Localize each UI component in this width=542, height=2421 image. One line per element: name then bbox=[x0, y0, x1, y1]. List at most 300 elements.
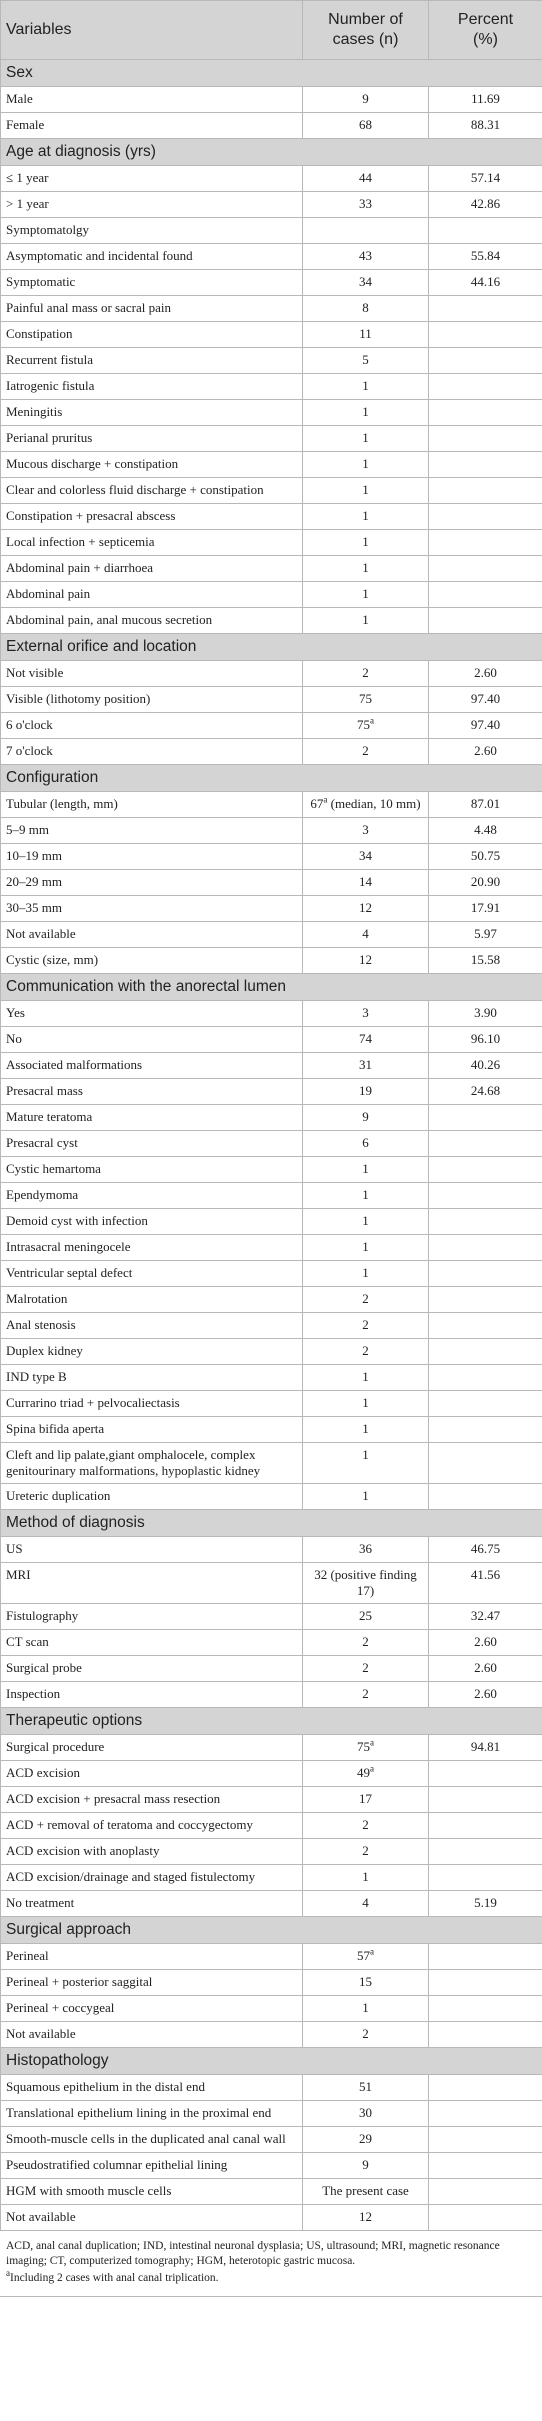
percent-cell bbox=[429, 2205, 542, 2231]
cases-value: 2 bbox=[362, 665, 369, 680]
cases-cell bbox=[303, 2205, 429, 2231]
percent-cell bbox=[429, 2127, 542, 2153]
table-row bbox=[1, 1391, 542, 1417]
variable-cell: Constipation bbox=[1, 322, 303, 348]
percent-cell bbox=[429, 582, 542, 608]
cases-value: 19 bbox=[359, 1083, 372, 1098]
section-header-row bbox=[1, 974, 542, 1001]
cases-cell bbox=[303, 739, 429, 765]
variable-cell: Ependymoma bbox=[1, 1183, 303, 1209]
percent-cell: 4.48 bbox=[429, 818, 542, 844]
cases-value: 36 bbox=[359, 1541, 372, 1556]
percent-cell bbox=[429, 1105, 542, 1131]
variable-cell: MRI bbox=[1, 1563, 303, 1604]
variable-cell: Duplex kidney bbox=[1, 1339, 303, 1365]
cases-value: 75 bbox=[357, 1739, 370, 1754]
variable-cell: ≤ 1 year bbox=[1, 166, 303, 192]
section-title: External orifice and location bbox=[1, 634, 542, 661]
variable-cell: No treatment bbox=[1, 1891, 303, 1917]
cases-cell bbox=[303, 1001, 429, 1027]
variable-cell: Perineal bbox=[1, 1944, 303, 1970]
variable-cell: Perineal + coccygeal bbox=[1, 1996, 303, 2022]
section-header-row bbox=[1, 634, 542, 661]
section-header-row bbox=[1, 139, 542, 166]
cases-value: 2 bbox=[362, 2026, 369, 2041]
table-row bbox=[1, 374, 542, 400]
cases-cell bbox=[303, 870, 429, 896]
table-row bbox=[1, 166, 542, 192]
cases-cell bbox=[303, 1944, 429, 1970]
cases-value: 2 bbox=[362, 743, 369, 758]
table-row bbox=[1, 870, 542, 896]
variable-cell: Not available bbox=[1, 922, 303, 948]
variable-cell: Symptomatic bbox=[1, 270, 303, 296]
cases-cell bbox=[303, 608, 429, 634]
cases-value: 1 bbox=[362, 1187, 369, 1202]
cases-value: 75 bbox=[359, 691, 372, 706]
section-header-row bbox=[1, 1510, 542, 1537]
cases-suffix: (median, 10 mm) bbox=[327, 796, 421, 811]
cases-cell bbox=[303, 1027, 429, 1053]
table-row bbox=[1, 1157, 542, 1183]
table-row bbox=[1, 896, 542, 922]
table-row bbox=[1, 1105, 542, 1131]
cases-value: The present case bbox=[322, 2183, 409, 2198]
table-row bbox=[1, 1563, 542, 1604]
footnote-a-text: Including 2 cases with anal canal triplication. bbox=[10, 2272, 219, 2284]
table-row bbox=[1, 1131, 542, 1157]
percent-cell bbox=[429, 1839, 542, 1865]
table-row bbox=[1, 244, 542, 270]
cases-cell bbox=[303, 113, 429, 139]
cases-value: 1 bbox=[362, 1369, 369, 1384]
cases-value: 1 bbox=[362, 456, 369, 471]
cases-cell bbox=[303, 1891, 429, 1917]
cases-cell bbox=[303, 1443, 429, 1484]
cases-cell bbox=[303, 348, 429, 374]
cases-value: 68 bbox=[359, 117, 372, 132]
cases-cell bbox=[303, 1970, 429, 1996]
variable-cell: ACD excision + presacral mass resection bbox=[1, 1787, 303, 1813]
cases-cell bbox=[303, 2075, 429, 2101]
table-row bbox=[1, 2022, 542, 2048]
table-row bbox=[1, 87, 542, 113]
cases-cell bbox=[303, 322, 429, 348]
table-row bbox=[1, 1944, 542, 1970]
percent-cell bbox=[429, 2022, 542, 2048]
section-header-row bbox=[1, 2048, 542, 2075]
cases-cell bbox=[303, 2022, 429, 2048]
cases-cell bbox=[303, 530, 429, 556]
variable-cell: IND type B bbox=[1, 1365, 303, 1391]
percent-cell: 96.10 bbox=[429, 1027, 542, 1053]
cases-value: 1 bbox=[362, 1421, 369, 1436]
table-row bbox=[1, 1537, 542, 1563]
percent-cell bbox=[429, 218, 542, 244]
variable-cell: Fistulography bbox=[1, 1604, 303, 1630]
cases-value: 57 bbox=[357, 1948, 370, 1963]
table-row bbox=[1, 348, 542, 374]
table-row bbox=[1, 792, 542, 818]
percent-cell bbox=[429, 1157, 542, 1183]
header-percent-line2: (%) bbox=[473, 31, 498, 48]
variable-cell: Meningitis bbox=[1, 400, 303, 426]
table-row bbox=[1, 1891, 542, 1917]
table-row bbox=[1, 582, 542, 608]
table-row bbox=[1, 1996, 542, 2022]
percent-cell bbox=[429, 1996, 542, 2022]
section-title: Sex bbox=[1, 60, 542, 87]
variable-cell: No bbox=[1, 1027, 303, 1053]
footnote-marker: a bbox=[370, 1946, 374, 1957]
cases-cell bbox=[303, 1235, 429, 1261]
cases-value: 9 bbox=[362, 2157, 369, 2172]
cases-value: 9 bbox=[362, 91, 369, 106]
cases-cell bbox=[303, 1417, 429, 1443]
percent-cell bbox=[429, 1287, 542, 1313]
cases-cell bbox=[303, 896, 429, 922]
cases-value: 2 bbox=[362, 1317, 369, 1332]
cases-value: 4 bbox=[362, 1895, 369, 1910]
variable-cell: Cystic hemartoma bbox=[1, 1157, 303, 1183]
variable-cell: Inspection bbox=[1, 1682, 303, 1708]
variable-cell: Associated malformations bbox=[1, 1053, 303, 1079]
variable-cell: Mature teratoma bbox=[1, 1105, 303, 1131]
percent-cell bbox=[429, 400, 542, 426]
cases-value: 1 bbox=[362, 1213, 369, 1228]
table-row bbox=[1, 1839, 542, 1865]
table-row bbox=[1, 1682, 542, 1708]
variable-cell: Smooth-muscle cells in the duplicated anal canal wall bbox=[1, 2127, 303, 2153]
cases-value: 1 bbox=[362, 2000, 369, 2015]
section-title: Communication with the anorectal lumen bbox=[1, 974, 542, 1001]
cases-cell bbox=[303, 1391, 429, 1417]
variable-cell: ACD excision with anoplasty bbox=[1, 1839, 303, 1865]
percent-cell: 41.56 bbox=[429, 1563, 542, 1604]
cases-value: 25 bbox=[359, 1608, 372, 1623]
cases-value: 44 bbox=[359, 170, 372, 185]
variable-cell: Symptomatolgy bbox=[1, 218, 303, 244]
cases-value: 1 bbox=[362, 430, 369, 445]
percent-cell bbox=[429, 1209, 542, 1235]
table-row bbox=[1, 1865, 542, 1891]
header-number-of-cases bbox=[303, 1, 429, 60]
variable-cell: Tubular (length, mm) bbox=[1, 792, 303, 818]
percent-cell: 17.91 bbox=[429, 896, 542, 922]
percent-cell: 2.60 bbox=[429, 1656, 542, 1682]
table-row bbox=[1, 556, 542, 582]
table-row bbox=[1, 2075, 542, 2101]
table-row bbox=[1, 1630, 542, 1656]
section-title: Therapeutic options bbox=[1, 1708, 542, 1735]
percent-cell: 2.60 bbox=[429, 1630, 542, 1656]
percent-cell: 5.19 bbox=[429, 1891, 542, 1917]
section-title: Method of diagnosis bbox=[1, 1510, 542, 1537]
variable-cell: 7 o'clock bbox=[1, 739, 303, 765]
percent-cell bbox=[429, 1787, 542, 1813]
variable-cell: Surgical probe bbox=[1, 1656, 303, 1682]
cases-value: 12 bbox=[359, 2209, 372, 2224]
variable-cell: Cystic (size, mm) bbox=[1, 948, 303, 974]
table-row bbox=[1, 1079, 542, 1105]
variable-cell: 20–29 mm bbox=[1, 870, 303, 896]
table-row bbox=[1, 1365, 542, 1391]
cases-cell bbox=[303, 1079, 429, 1105]
cases-cell bbox=[303, 922, 429, 948]
cases-value: 2 bbox=[362, 1660, 369, 1675]
percent-cell bbox=[429, 2101, 542, 2127]
table-body bbox=[1, 60, 542, 2231]
cases-value: 1 bbox=[362, 1447, 369, 1462]
cases-cell bbox=[303, 1313, 429, 1339]
table-row bbox=[1, 1970, 542, 1996]
cases-value: 6 bbox=[362, 1135, 369, 1150]
table-row bbox=[1, 1484, 542, 1510]
percent-cell bbox=[429, 1391, 542, 1417]
percent-cell bbox=[429, 478, 542, 504]
footnote-marker: a bbox=[370, 1763, 374, 1774]
variable-cell: Intrasacral meningocele bbox=[1, 1235, 303, 1261]
variable-cell: Presacral cyst bbox=[1, 1131, 303, 1157]
cases-value: 43 bbox=[359, 248, 372, 263]
cases-cell bbox=[303, 2179, 429, 2205]
variable-cell: CT scan bbox=[1, 1630, 303, 1656]
cases-cell bbox=[303, 1157, 429, 1183]
percent-cell bbox=[429, 1944, 542, 1970]
percent-cell bbox=[429, 504, 542, 530]
percent-cell: 55.84 bbox=[429, 244, 542, 270]
percent-cell bbox=[429, 426, 542, 452]
cases-value: 1 bbox=[362, 612, 369, 627]
cases-cell bbox=[303, 1209, 429, 1235]
cases-cell bbox=[303, 426, 429, 452]
percent-cell bbox=[429, 296, 542, 322]
variable-cell: Surgical procedure bbox=[1, 1735, 303, 1761]
cases-cell bbox=[303, 452, 429, 478]
percent-cell bbox=[429, 1813, 542, 1839]
variable-cell: Female bbox=[1, 113, 303, 139]
percent-cell bbox=[429, 1970, 542, 1996]
table-row bbox=[1, 1313, 542, 1339]
percent-cell: 97.40 bbox=[429, 687, 542, 713]
table-row bbox=[1, 296, 542, 322]
table-row bbox=[1, 1417, 542, 1443]
percent-cell bbox=[429, 1484, 542, 1510]
table-row bbox=[1, 322, 542, 348]
variable-cell: > 1 year bbox=[1, 192, 303, 218]
cases-cell bbox=[303, 244, 429, 270]
section-title: Histopathology bbox=[1, 2048, 542, 2075]
cases-cell bbox=[303, 1604, 429, 1630]
cases-value: 34 bbox=[359, 274, 372, 289]
variable-cell: Spina bifida aperta bbox=[1, 1417, 303, 1443]
cases-cell bbox=[303, 1131, 429, 1157]
table-row bbox=[1, 1053, 542, 1079]
header-variables: Variables bbox=[1, 1, 303, 60]
percent-cell bbox=[429, 2075, 542, 2101]
percent-cell bbox=[429, 2179, 542, 2205]
cases-cell bbox=[303, 1183, 429, 1209]
table-row bbox=[1, 661, 542, 687]
cases-value: 2 bbox=[362, 1291, 369, 1306]
variable-cell: Ventricular septal defect bbox=[1, 1261, 303, 1287]
table-footnotes bbox=[0, 2231, 542, 2297]
cases-value: 1 bbox=[362, 1239, 369, 1254]
percent-cell: 42.86 bbox=[429, 192, 542, 218]
percent-cell bbox=[429, 1261, 542, 1287]
table-row bbox=[1, 1209, 542, 1235]
cases-cell bbox=[303, 1484, 429, 1510]
cases-cell bbox=[303, 400, 429, 426]
variable-cell: Presacral mass bbox=[1, 1079, 303, 1105]
cases-cell bbox=[303, 844, 429, 870]
footnote-marker: a bbox=[323, 794, 328, 805]
percent-cell bbox=[429, 608, 542, 634]
percent-cell bbox=[429, 1761, 542, 1787]
cases-cell bbox=[303, 713, 429, 739]
table-row bbox=[1, 1735, 542, 1761]
percent-cell bbox=[429, 1443, 542, 1484]
percent-cell bbox=[429, 1339, 542, 1365]
table-row bbox=[1, 608, 542, 634]
cases-value: 33 bbox=[359, 196, 372, 211]
variable-cell: ACD excision bbox=[1, 1761, 303, 1787]
percent-cell: 15.58 bbox=[429, 948, 542, 974]
cases-cell bbox=[303, 582, 429, 608]
variable-cell: Cleft and lip palate,giant omphalocele, complex genitourinary malformations, hypoplastic kidney bbox=[1, 1443, 303, 1484]
percent-cell bbox=[429, 322, 542, 348]
cases-value: 74 bbox=[359, 1031, 372, 1046]
variable-cell: Malrotation bbox=[1, 1287, 303, 1313]
table-row bbox=[1, 1027, 542, 1053]
cases-cell bbox=[303, 1563, 429, 1604]
cases-value: 1 bbox=[362, 1488, 369, 1503]
cases-value: 9 bbox=[362, 1109, 369, 1124]
table-row bbox=[1, 426, 542, 452]
variable-cell: Constipation + presacral abscess bbox=[1, 504, 303, 530]
percent-cell bbox=[429, 1183, 542, 1209]
table-row bbox=[1, 1235, 542, 1261]
cases-cell bbox=[303, 818, 429, 844]
percent-cell bbox=[429, 530, 542, 556]
cases-cell bbox=[303, 1261, 429, 1287]
percent-cell: 2.60 bbox=[429, 1682, 542, 1708]
footnote-a-marker: a bbox=[6, 2268, 10, 2279]
cases-cell bbox=[303, 87, 429, 113]
variable-cell: Translational epithelium lining in the proximal end bbox=[1, 2101, 303, 2127]
percent-cell bbox=[429, 1365, 542, 1391]
percent-cell: 57.14 bbox=[429, 166, 542, 192]
cases-value: 1 bbox=[362, 586, 369, 601]
variable-cell: Anal stenosis bbox=[1, 1313, 303, 1339]
cases-cell bbox=[303, 1839, 429, 1865]
table-header-row bbox=[1, 1, 542, 60]
table-row bbox=[1, 192, 542, 218]
cases-value: 5 bbox=[362, 352, 369, 367]
header-percent-line1: Percent bbox=[457, 11, 514, 28]
header-number-line2: cases (n) bbox=[332, 31, 399, 48]
cases-value: 1 bbox=[362, 482, 369, 497]
cases-cell bbox=[303, 1537, 429, 1563]
percent-cell: 88.31 bbox=[429, 113, 542, 139]
footnote-a bbox=[6, 2268, 536, 2286]
table-row bbox=[1, 1443, 542, 1484]
table-row bbox=[1, 713, 542, 739]
table-row bbox=[1, 452, 542, 478]
cases-cell bbox=[303, 296, 429, 322]
percent-cell: 40.26 bbox=[429, 1053, 542, 1079]
cases-value: 1 bbox=[362, 508, 369, 523]
footnote-marker: a bbox=[370, 1737, 374, 1748]
table-row bbox=[1, 478, 542, 504]
percent-cell bbox=[429, 374, 542, 400]
cases-cell bbox=[303, 2127, 429, 2153]
cases-cell bbox=[303, 218, 429, 244]
variable-cell: 5–9 mm bbox=[1, 818, 303, 844]
cases-value: 49 bbox=[357, 1765, 370, 1780]
table-row bbox=[1, 1183, 542, 1209]
cases-cell bbox=[303, 1865, 429, 1891]
percent-cell bbox=[429, 2153, 542, 2179]
table-row bbox=[1, 400, 542, 426]
cases-value: 3 bbox=[362, 822, 369, 837]
table-row bbox=[1, 2179, 542, 2205]
percent-cell: 44.16 bbox=[429, 270, 542, 296]
variable-cell: ACD + removal of teratoma and coccygectomy bbox=[1, 1813, 303, 1839]
abbreviations-note: ACD, anal canal duplication; IND, intestinal neuronal dysplasia; US, ultrasound; MRI, magnetic resonance imaging; CT, computerized tomography; HGM, heterotopic gastric mucosa. bbox=[6, 2240, 500, 2267]
cases-value: 15 bbox=[359, 1974, 372, 1989]
cases-cell bbox=[303, 1682, 429, 1708]
cases-value: 1 bbox=[362, 1869, 369, 1884]
variable-cell: Yes bbox=[1, 1001, 303, 1027]
table-row bbox=[1, 2153, 542, 2179]
variable-cell: Abdominal pain bbox=[1, 582, 303, 608]
percent-cell: 2.60 bbox=[429, 661, 542, 687]
percent-cell: 97.40 bbox=[429, 713, 542, 739]
variable-cell: Asymptomatic and incidental found bbox=[1, 244, 303, 270]
table-row bbox=[1, 1761, 542, 1787]
cases-value: 51 bbox=[359, 2079, 372, 2094]
cases-value: 14 bbox=[359, 874, 372, 889]
percent-cell: 46.75 bbox=[429, 1537, 542, 1563]
percent-cell bbox=[429, 556, 542, 582]
cases-cell bbox=[303, 1813, 429, 1839]
table-row bbox=[1, 818, 542, 844]
cases-cell bbox=[303, 166, 429, 192]
variable-cell: ACD excision/drainage and staged fistulectomy bbox=[1, 1865, 303, 1891]
cases-cell bbox=[303, 1735, 429, 1761]
section-title: Surgical approach bbox=[1, 1917, 542, 1944]
cases-cell bbox=[303, 1365, 429, 1391]
cases-value: 67 bbox=[310, 796, 324, 811]
cases-value: 1 bbox=[362, 378, 369, 393]
header-percent bbox=[429, 1, 542, 60]
table-row bbox=[1, 113, 542, 139]
cases-value: 11 bbox=[359, 326, 372, 341]
percent-cell: 20.90 bbox=[429, 870, 542, 896]
cases-cell bbox=[303, 1339, 429, 1365]
percent-cell bbox=[429, 1417, 542, 1443]
cases-value: 4 bbox=[362, 926, 369, 941]
table-row bbox=[1, 1604, 542, 1630]
variable-cell: 10–19 mm bbox=[1, 844, 303, 870]
table-row bbox=[1, 2205, 542, 2231]
cases-value: 2 bbox=[362, 1817, 369, 1832]
table-row bbox=[1, 739, 542, 765]
variable-cell: US bbox=[1, 1537, 303, 1563]
table-row bbox=[1, 504, 542, 530]
cases-cell bbox=[303, 1053, 429, 1079]
